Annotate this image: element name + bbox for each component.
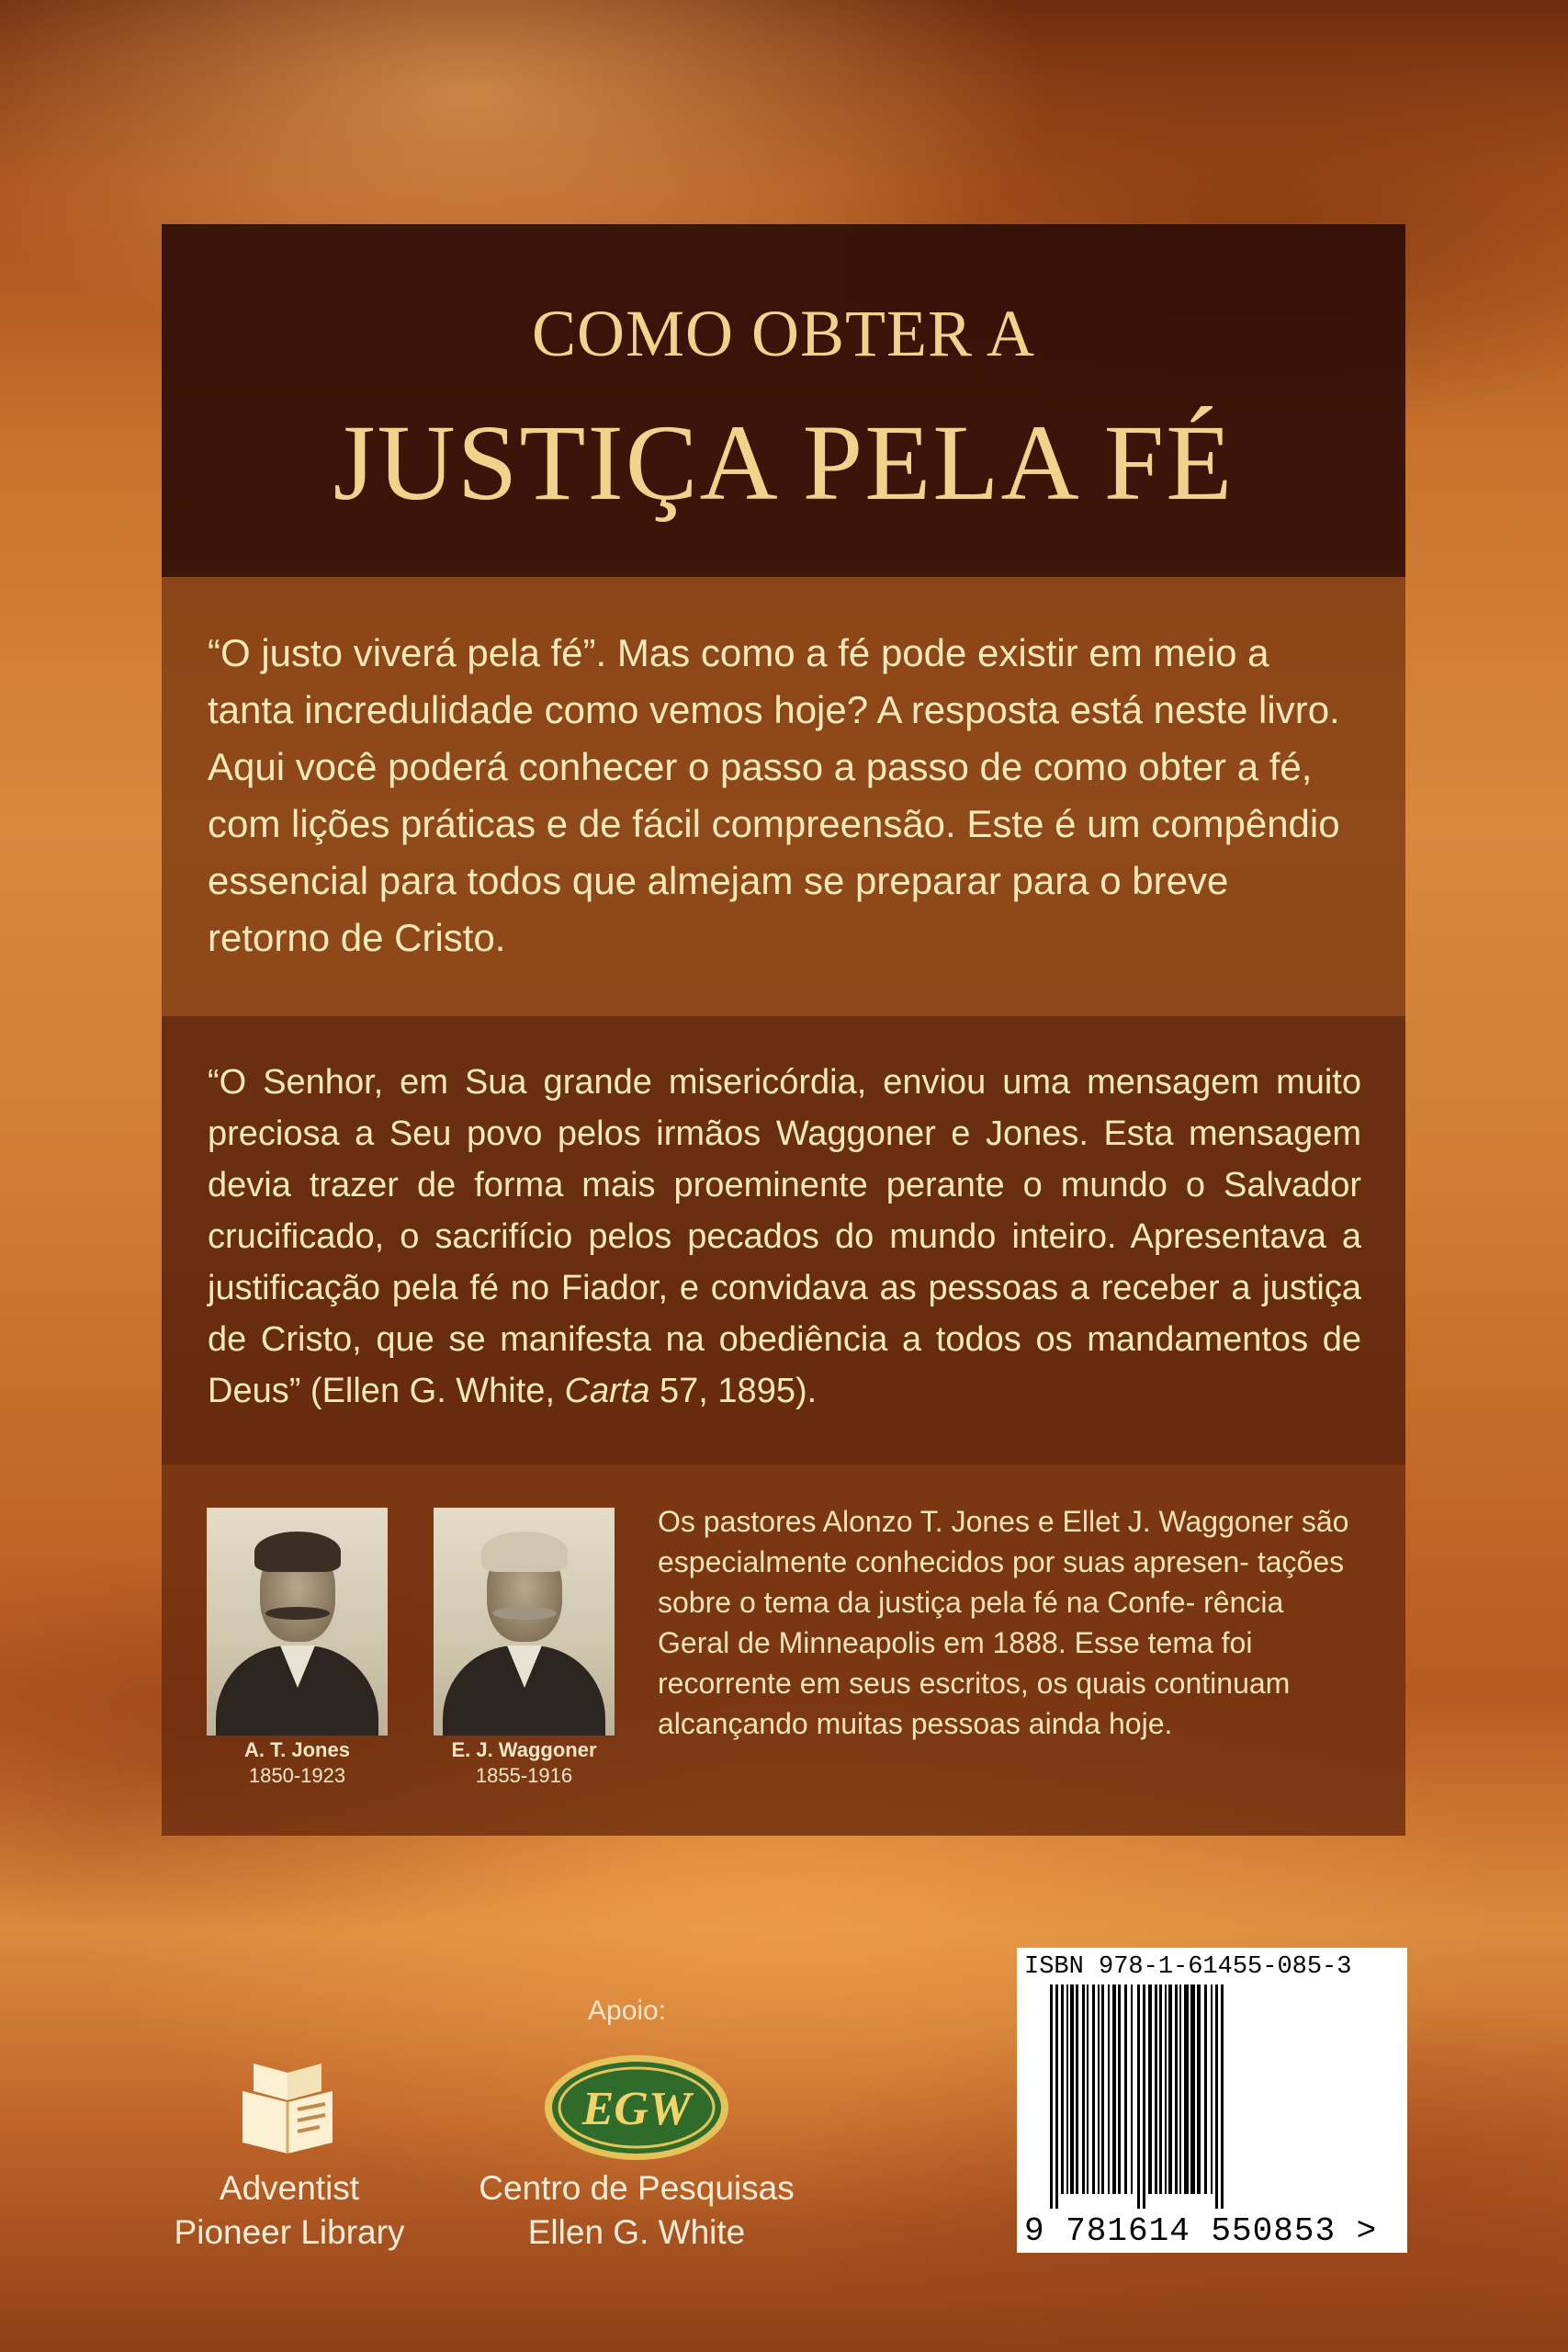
barcode-bar <box>1215 1984 1218 2209</box>
barcode-bar <box>1179 1984 1181 2194</box>
publisher-line2: Pioneer Library <box>174 2213 405 2251</box>
quote-source-title: Carta <box>564 1372 650 1410</box>
author-name-waggoner: E. J. Waggoner <box>451 1738 597 1761</box>
isbn-barcode <box>1017 1948 1407 2253</box>
barcode-bar <box>1197 1984 1201 2194</box>
authors-panel <box>162 1464 1405 1836</box>
barcode-bar <box>1148 1984 1152 2194</box>
jones-portrait <box>207 1508 388 1736</box>
barcode-bar <box>1137 1984 1140 2209</box>
barcode-bar <box>1066 1984 1068 2194</box>
barcode-bar <box>1118 1984 1121 2194</box>
barcode-bar <box>1131 1984 1133 2194</box>
barcode-bar <box>1124 1984 1127 2194</box>
author-years-waggoner: 1855-1916 <box>475 1764 573 1787</box>
barcode-bar <box>1211 1984 1213 2194</box>
author-years-jones: 1850-1923 <box>248 1764 346 1787</box>
support-label: Apoio: <box>588 1996 667 2026</box>
barcode-bar <box>1092 1984 1095 2194</box>
barcode-bar <box>1204 1984 1207 2194</box>
barcode-bar <box>1221 1984 1224 2209</box>
quote-source-rest: 57, 1895). <box>649 1372 818 1410</box>
quote-panel <box>162 1016 1405 1464</box>
barcode-bar <box>1165 1984 1167 2194</box>
barcode-bar <box>1159 1984 1162 2194</box>
book-title: JUSTIÇA PELA FÉ <box>333 402 1235 523</box>
barcode-bar <box>1143 1984 1145 2209</box>
barcode-bar <box>1061 1984 1064 2194</box>
barcode-bar <box>1055 1984 1058 2209</box>
barcode-bars <box>1050 1984 1381 2209</box>
book-description: “O justo viverá pela fé”. Mas como a fé pode existir em meio a tanta incredulidade como vemos hoje? A resposta está neste livro. Aqui você poderá conhecer o passo a passo de como obter a fé, com lições práticas e de fácil compreensão. Este é um compêndio essencial para todos que almejam se preparar para o breve retorno de Cristo. <box>208 631 1340 959</box>
waggoner-portrait <box>434 1508 615 1736</box>
barcode-bar <box>1190 1984 1195 2194</box>
publisher-line1: Adventist <box>219 2169 360 2207</box>
quote-body: “O Senhor, em Sua grande misericórdia, enviou uma mensagem muito preciosa a Seu povo pelos irmãos Waggoner e Jones. Esta mensagem devia trazer de forma mais proeminente perante o mundo o Salvador crucificado, o sacrifício pelos pecados do mundo inteiro. Apresentava a justificação pela fé no Fiador, e convidava as pessoas a receber a justiça de Cristo, que se manifesta na obediência a todos os mandamentos de Deus” (Ellen G. White, <box>208 1063 1361 1410</box>
authors-bio: Os pastores Alonzo T. Jones e Ellet J. Waggoner são especialmente conhecidos por suas apresen- tações sobre o tema da justiça pela fé na Confe- rência Geral de Minneapolis em 1888. Esse tema foi recorrente em seus escritos, os quais continuam alcançando muitas pessoas ainda hoje. <box>658 1505 1349 1740</box>
isbn-label: ISBN 978-1-61455-085-3 <box>1024 1953 1352 1981</box>
partner-line2: Ellen G. White <box>527 2213 746 2251</box>
barcode-bar <box>1168 1984 1172 2194</box>
isbn-digits: 9 781614 550853 > <box>1024 2212 1378 2250</box>
barcode-bar <box>1155 1984 1157 2194</box>
book-subtitle: COMO OBTER A <box>531 297 1036 370</box>
barcode-bar <box>1087 1984 1089 2194</box>
ellen-white-quote <box>208 1057 1361 1417</box>
barcode-bar <box>1082 1984 1085 2194</box>
barcode-bar <box>1184 1984 1189 2194</box>
barcode-bar <box>1050 1984 1053 2209</box>
barcode-bar <box>1108 1984 1110 2194</box>
barcode-bar <box>1101 1984 1104 2194</box>
publisher-name <box>156 2166 423 2255</box>
barcode-bar <box>1112 1984 1116 2194</box>
book-icon <box>237 2054 338 2155</box>
egw-logo-text: EGW <box>581 2083 692 2135</box>
barcode-bar <box>1070 1984 1074 2194</box>
description-panel <box>162 577 1405 1016</box>
barcode-bar <box>1175 1984 1178 2194</box>
partner-line1: Centro de Pesquisas <box>479 2169 795 2207</box>
partner-name <box>454 2166 819 2255</box>
barcode-bar <box>1098 1984 1100 2194</box>
title-panel <box>162 224 1405 577</box>
barcode-bar <box>1076 1984 1078 2194</box>
egw-logo <box>542 2052 731 2163</box>
author-name-jones: A. T. Jones <box>244 1738 350 1761</box>
